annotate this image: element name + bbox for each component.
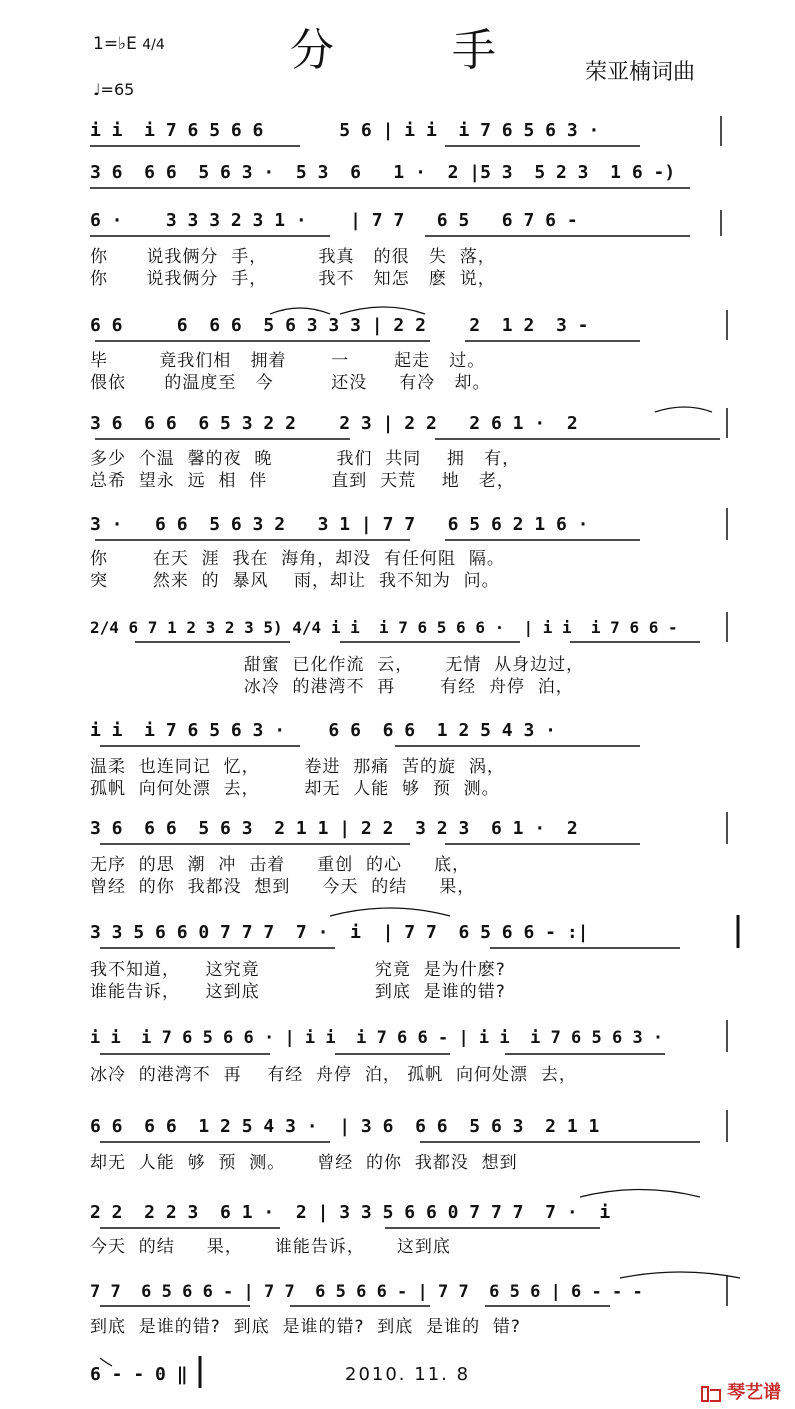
- lyric-line: 多少 个温 馨的夜 晚 我们 共同 拥 有，: [90, 449, 521, 469]
- lyric-line: 今天 的结 果， 谁能告诉， 这到底: [90, 1237, 451, 1257]
- score-row: 3 · 6 6 5 6 3 2 3 1 | 7 7 6 5 6 2 1 6 ·: [90, 514, 589, 535]
- score-row: 7 7 6 5 6 6 - | 7 7 6 5 6 6 - | 7 7 6 5 6 | 6 - - -: [90, 1282, 643, 1302]
- lyric-line: 孤帆 向何处漂 去， 却无 人能 够 预 测。: [90, 779, 500, 799]
- lyric-line: 你 在天 涯 我在 海角，却没 有任何阻 隔。: [90, 549, 505, 569]
- score-row: 6 6 6 6 1 2 5 4 3 · | 3 6 6 6 5 6 3 2 1 1: [90, 1116, 600, 1137]
- lyric-line: 甜蜜 已化作流 云， 无情 从身边过，: [90, 655, 585, 675]
- score-row: 3 6 6 6 5 6 3 · 5 3 6 1 · 2 |5 3 5 2 3 1 6 -): [90, 162, 676, 183]
- lyric-line: 温柔 也连同记 忆， 卷进 那痛 苦的旋 涡，: [90, 757, 505, 777]
- song-title: 分 手: [290, 25, 548, 76]
- tempo-marking: ♩=65: [93, 80, 135, 99]
- score-row: i i i 7 6 5 6 6 5 6 | i i i 7 6 5 6 3 ·: [90, 120, 600, 141]
- score-row: 2/4 6 7 1 2 3 2 3 5) 4/4 i i i 7 6 5 6 6 · | i i i 7 6 6 -: [90, 618, 678, 637]
- score-row: 3 3 5 6 6 0 7 7 7 7 · i | 7 7 6 5 6 6 - :|: [90, 922, 589, 943]
- score-row: i i i 7 6 5 6 6 · | i i i 7 6 6 - | i i i 7 6 5 6 3 ·: [90, 1028, 664, 1048]
- lyric-line: 总希 望永 远 相 伴 直到 天荒 地 老，: [90, 471, 515, 491]
- score-row: 3 6 6 6 5 6 3 2 1 1 | 2 2 3 2 3 6 1 · 2: [90, 818, 578, 839]
- lyric-line: 毕 竟我们相 拥着 一 起走 过。: [90, 351, 486, 371]
- lyric-line: 无序 的思 潮 冲 击着 重创 的心 底，: [90, 855, 471, 875]
- score-row: 3 6 6 6 6 5 3 2 2 2 3 | 2 2 2 6 1 · 2: [90, 413, 578, 434]
- lyric-line: 你 说我俩分 手， 我不 知怎 麽 说，: [90, 269, 496, 289]
- lyric-line: 冰冷 的港湾不 再 有经 舟停 泊，: [90, 677, 574, 697]
- score-row: 6 · 3 3 3 2 3 1 · | 7 7 6 5 6 7 6 -: [90, 210, 578, 231]
- composer-credit: 荣亚楠词曲: [585, 60, 696, 85]
- score-ending: 6 - - 0 ‖: [90, 1364, 188, 1385]
- lyric-line: 却无 人能 够 预 测。 曾经 的你 我都没 想到: [90, 1153, 518, 1173]
- logo-text: 琴艺谱: [727, 1382, 782, 1403]
- lyric-line: 冰冷 的港湾不 再 有经 舟停 泊， 孤帆 向何处漂 去，: [90, 1065, 577, 1085]
- score-row: 6 6 6 6 6 5 6 3 3 3 | 2 2 2 1 2 3 -: [90, 315, 589, 336]
- date-stamp: 2010. 11. 8: [345, 1364, 471, 1385]
- lyric-line: 你 说我俩分 手， 我真 的很 失 落，: [90, 247, 496, 267]
- score-row: 2 2 2 2 3 6 1 · 2 | 3 3 5 6 6 0 7 7 7 7 · i: [90, 1202, 611, 1223]
- key-label: 1=♭E: [93, 34, 137, 54]
- lyric-line: 偎依 的温度至 今 还没 有冷 却。: [90, 373, 491, 393]
- time-signature: 4/4: [142, 37, 165, 53]
- lyric-line: 到底 是谁的错? 到底 是谁的错? 到底 是谁的 错?: [90, 1317, 521, 1337]
- lyric-line: 曾经 的你 我都没 想到 今天 的结 果，: [90, 877, 476, 897]
- lyric-line: 突 然来 的 暴风 雨，却让 我不知为 问。: [90, 571, 500, 591]
- score-row: i i i 7 6 5 6 3 · 6 6 6 6 1 2 5 4 3 ·: [90, 720, 556, 741]
- lyric-line: 谁能告诉， 这到底 到底 是谁的错?: [90, 982, 506, 1002]
- lyric-line: 我不知道， 这究竟 究竟 是为什麽?: [90, 960, 506, 980]
